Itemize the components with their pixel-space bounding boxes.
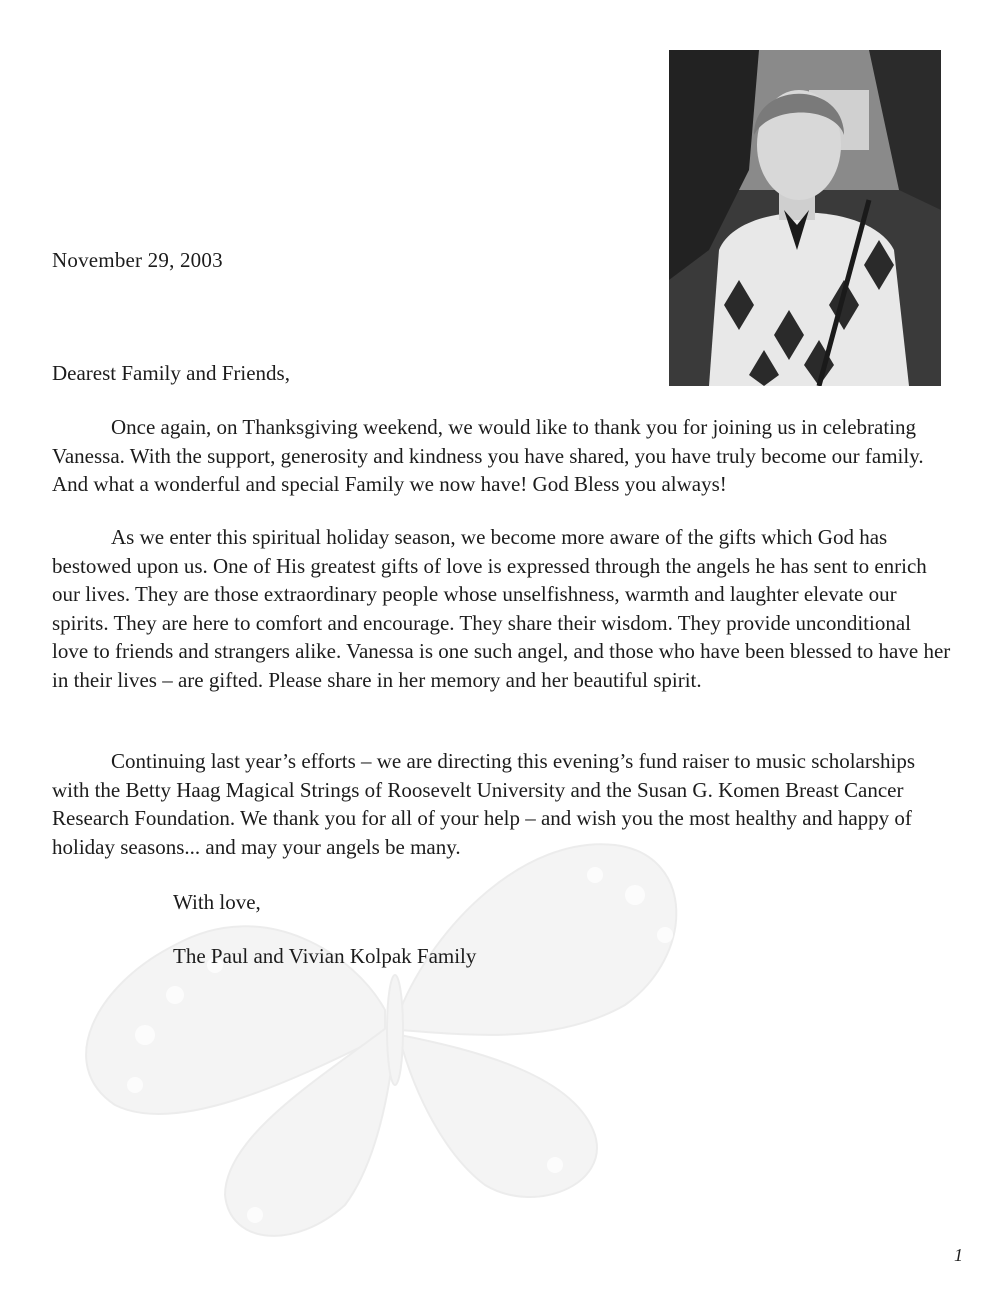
signature: The Paul and Vivian Kolpak Family [173,944,477,968]
page-number: 1 [954,1245,963,1265]
paragraph-2: As we enter this spiritual holiday season, we become more aware of the gifts which God has bestowed upon us. One of His greatest gifts of love is expressed through the angels he has sent to enrich our lives. They are those extraordinary people whose unselfishness, warmth and laughter elevate our spirits. They are here to comfort and encourage. They share their wisdom. They provide unconditional love to friends and strangers alike. Vanessa is one such angel, and those who have been blessed to have her in their lives – are gifted. Please share in her memory and her beautiful spirit. [52,525,951,692]
butterfly-watermark-icon [55,835,745,1255]
letter-date: November 29, 2003 [52,248,223,272]
closing: With love, [173,890,261,914]
salutation: Dearest Family and Friends, [52,361,290,385]
portrait-photo [669,50,941,386]
paragraph-1: Once again, on Thanksgiving weekend, we would like to thank you for joining us in celebrating Vanessa. With the support, generosity and kindness you have shared, you have truly become our family. And what a wonderful and special Family we now have! God Bless you always! [52,415,924,496]
paragraph-3: Continuing last year’s efforts – we are directing this evening’s fund raiser to music scholarships with the Betty Haag Magical Strings of Roosevelt University and the Susan G. Komen Breast Cancer Research Foundation. We thank you for all of your help – and wish you the most healthy and happy of holiday seasons... and may your angels be many. [52,749,916,859]
portrait-photo-image [669,50,941,386]
